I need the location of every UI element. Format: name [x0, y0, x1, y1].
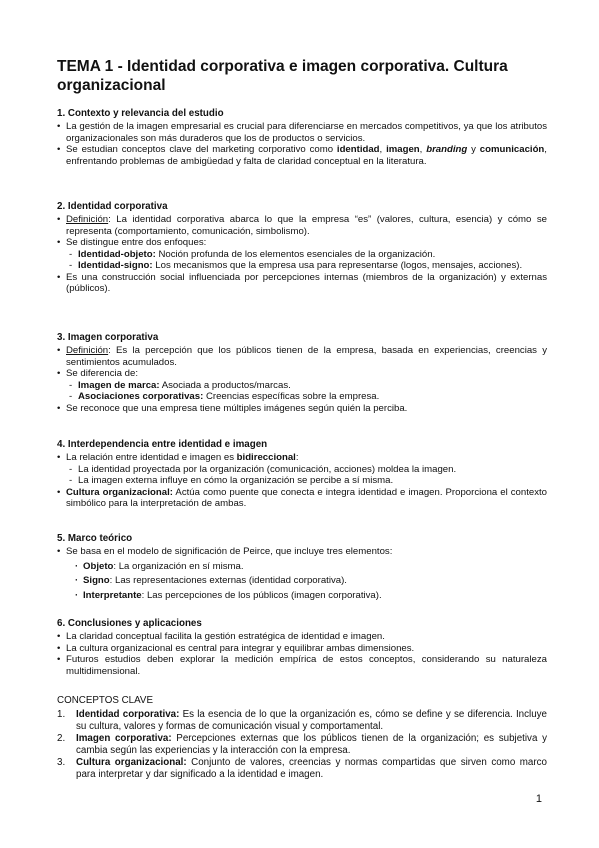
list-item: • Definición: Es la percepción que los públicos tienen de la empresa, basada en experiencias, creencias y sentimientos acumulados.	[57, 345, 547, 368]
section-conclusions	[57, 618, 547, 677]
list-item: • Se basa en el modelo de significación de Peirce, que incluye tres elementos:	[57, 546, 547, 558]
sub-list-item: - Asociaciones corporativas: Creencias específicas sobre la empresa.	[57, 391, 547, 403]
list-item: • Cultura organizacional: Actúa como puente que conecta e integra identidad e imagen. Proporciona el contexto simbólico para la interpretación de ambas.	[57, 487, 547, 510]
section-context	[57, 108, 547, 167]
section-heading: 1. Contexto y relevancia del estudio	[57, 108, 224, 119]
section-heading: 2. Identidad corporativa	[57, 201, 168, 212]
section-heading: 5. Marco teórico	[57, 533, 133, 544]
list-item: • Definición: La identidad corporativa abarca lo que la empresa “es” (valores, cultura, esencia) y cómo se representa (comportamiento, comunicación, simbolismo).	[57, 214, 547, 237]
title-rest: Cultura organizacional	[57, 58, 508, 94]
list-item: • Se reconoce que una empresa tiene múltiples imágenes según quién la perciba.	[57, 403, 547, 415]
list-item: • La gestión de la imagen empresarial es crucial para diferenciarse en mercados competitivos, ya que los atributos organizacionales son más duraderos que los de productos o servicios.	[57, 121, 547, 144]
section-identity	[57, 201, 547, 295]
list-item: • La claridad conceptual facilita la gestión estratégica de identidad e imagen.	[57, 631, 547, 643]
section-heading: 4. Interdependencia entre identidad e imagen	[57, 439, 268, 450]
sub-list-item: - Identidad-signo: Los mecanismos que la empresa usa para representarse (logos, mensajes, acciones).	[57, 260, 547, 272]
list-item: • Se estudian conceptos clave del marketing corporativo como identidad, imagen, branding y comunicación, enfrentando problemas de ambigüedad y falta de claridad conceptual en la literatura.	[57, 144, 547, 167]
title-main: TEMA 1 - Identidad corporativa e imagen corporativa.	[57, 58, 450, 75]
sub-list-item: - La imagen externa influye en cómo la organización se percibe a sí misma.	[57, 475, 547, 487]
key-concepts	[57, 695, 547, 781]
sub-list-item: - Identidad-objeto: Noción profunda de los elementos esenciales de la organización.	[57, 249, 547, 261]
concept-item: 1. Identidad corporativa: Es la esencia de lo que la organización es, cómo se define y se diferencia. Incluye su cultura, valores y formas de comunicación visual y comportamental.	[57, 709, 547, 732]
list-item: • Es una construcción social influenciada por percepciones internas (miembros de la organización) y externas (públicos).	[57, 272, 547, 295]
concept-item: 3. Cultura organizacional: Conjunto de valores, creencias y normas compartidas que sirven como marco para interpretar y dar significado a la identidad e imagen.	[57, 757, 547, 780]
list-item: • La cultura organizacional es central para integrar y equilibrar ambas dimensiones.	[57, 643, 547, 655]
sub-list-item: · Signo: Las representaciones externas (identidad corporativa).	[57, 575, 547, 587]
concept-item: 2. Imagen corporativa: Percepciones externas que los públicos tienen de la organización; es subjetiva y cambia según las experiencias y la interacción con la empresa.	[57, 733, 547, 756]
page-title	[57, 57, 547, 95]
section-heading: 6. Conclusiones y aplicaciones	[57, 618, 202, 629]
key-concepts-heading: CONCEPTOS CLAVE	[57, 695, 153, 706]
sub-list-item: · Interpretante: Las percepciones de los públicos (imagen corporativa).	[57, 590, 547, 602]
list-item: • Futuros estudios deben explorar la medición empírica de estos conceptos, considerando su naturaleza multidimensional.	[57, 654, 547, 677]
section-image	[57, 332, 547, 414]
section-framework	[57, 533, 547, 601]
sub-list-item: - Imagen de marca: Asociada a productos/marcas.	[57, 380, 547, 392]
list-item: • La relación entre identidad e imagen es bidireccional:	[57, 452, 547, 464]
list-item: • Se distingue entre dos enfoques:	[57, 237, 547, 249]
page-number: 1	[535, 793, 542, 805]
section-interdependence	[57, 439, 547, 510]
sub-list-item: - La identidad proyectada por la organización (comunicación, acciones) moldea la imagen.	[57, 464, 547, 476]
section-heading: 3. Imagen corporativa	[57, 332, 159, 343]
list-item: • Se diferencia de:	[57, 368, 547, 380]
sub-list-item: · Objeto: La organización en sí misma.	[57, 561, 547, 573]
